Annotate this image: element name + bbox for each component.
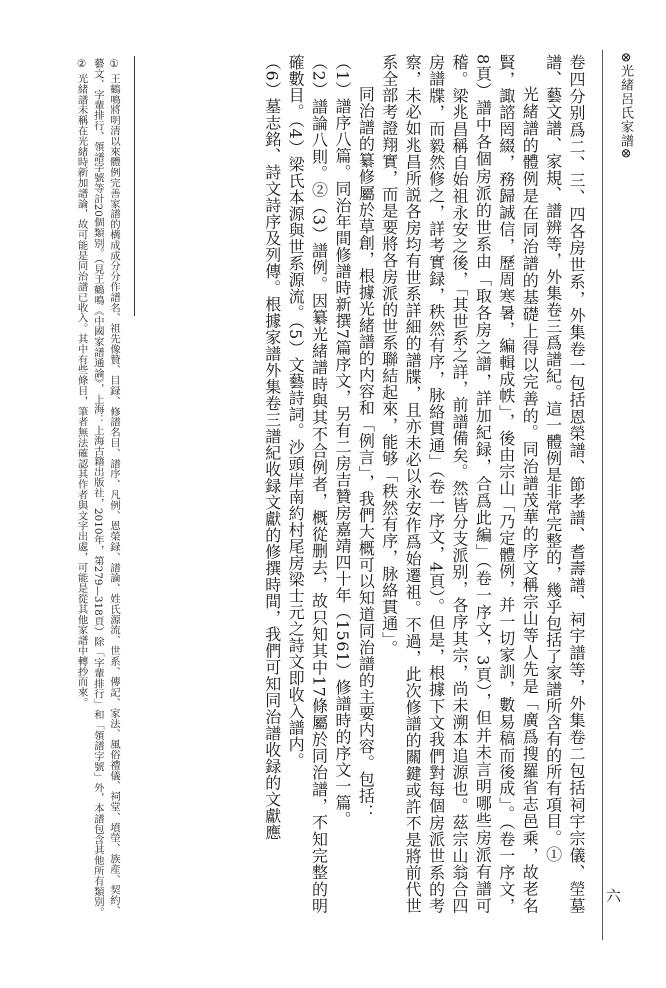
header-divider xyxy=(602,50,603,940)
content-list-item: （2）譜論八則。②（3）譜例。因纂光緒譜時與其不合例者，概從删去，故只知其中17條屬於同治譜，不知完整的明確數目。（4）梁氏本源與世系源流。（5）文藝詩詞。沙頭岸南約村尾房梁士元之詩文即收入譜内。 xyxy=(286,54,329,914)
running-header-title: ⊗光緒呂氏家譜⊗ xyxy=(618,52,633,160)
body-paragraph: 同治譜的纂修屬於草創，根據光緒譜的内容和「例言」，我們大概可以知道同治譜的主要内容。包括： xyxy=(356,86,376,821)
content-list-item: （6）墓志銘、詩文詩序及列傳。根據家譜外集卷三譜紀收録文獻的修撰時間，我們可知同治譜收録的文獻應 xyxy=(262,54,282,841)
content-list-item: （1）譜序八篇。同治年間修譜時新撰7篇序文，另有二房吉贊房嘉靖四十年（1561）修譜時的序文一篇。 xyxy=(332,54,352,828)
footnote-item: ② 光緒譜未稱在光緒時新加譜論，故可能是同治譜已收入。其中有些條目，筆者無法確認其作者與文字出處，可能是從其他家譜中轉抄而來。 xyxy=(75,58,88,708)
body-paragraph: 卷四分别爲二、三、四各房世系，外集卷一包括恩榮譜、節孝譜、耆壽譜、祠宇譜等，外集卷二包括祠宇宗儀、塋墓譜、藝文譜、家規、譜辨等，外集卷三爲譜紀。這一體例是非常完整的，幾乎包括了家譜所含有的所有項目。① xyxy=(543,54,586,914)
page-number: 六 xyxy=(604,888,622,903)
footnotes-section xyxy=(73,58,122,918)
body-paragraph: 光緒譜的體例是在同治譜的基礎上得以完善的。同治譜茂華的序文稱宗山等人先是「廣爲搜羅省志邑乘，故老名賢，諏諮罔綴，務歸誠信，歷周寒暑，編輯成帙」，後由宗山「乃定體例，并一切家訓，數易稿而後成」。（卷一序文，8頁）譜中各個房派的世系由「取各房之譜，詳加紀録，合爲此編」（卷一序文，3頁），但并未言明哪些房派有譜可稽。梁兆昌稱自始祖永安之後，「其世系之詳，前譜備矣。然皆分支派别，各序其宗，尚未溯本追源也。茲宗山翁合四房譜牒，而毅然修之，詳考實録，秩然有序，脉絡貫通」（卷一序文，4頁）。但是，根據下文我們對每個房派世系的考察，未必如兆昌所説各房均有世系詳細的譜牒，且亦未必以永安作爲始遷祖。不過，此次修譜的關鍵或許不是將前代世系全部考證翔實，而是要將各房派的世系聯結起來，能够「秩然有序，脉絡貫通」。 xyxy=(379,54,540,914)
main-text-column xyxy=(260,54,588,914)
footnote-divider xyxy=(134,56,135,316)
footnote-item: ① 王鶴鳴將明清以來體例完善家譜的構成成分分作譜名、祖先像贊、目録、修譜名目、譜序、凡例、恩榮録、譜論、姓氏源流、世系、傳記、家法、風俗禮儀、祠堂、墳塋、族産、契約、藝文、字輩排行、領譜字號等計20個類别。（見王鶴鳴《中國家譜通論》，上海：上海古籍出版社，2010年，第279—318頁）除「字輩排行」和「領譜字號」外，本譜包含其他所有類别。 xyxy=(91,58,120,918)
